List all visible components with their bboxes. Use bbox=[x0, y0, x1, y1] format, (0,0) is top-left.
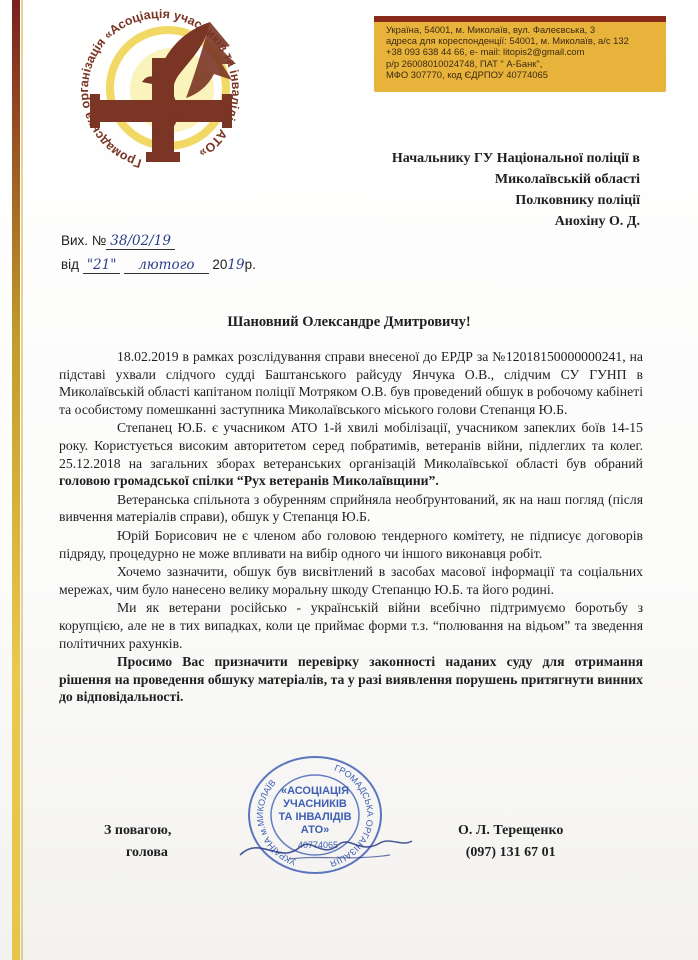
recipient-line: Полковнику поліції bbox=[515, 193, 640, 208]
closing-block bbox=[104, 820, 171, 864]
stamp-center-line: ТА ІНВАЛІДІВ bbox=[278, 811, 352, 823]
recipient-line: Начальнику ГУ Національної поліції в bbox=[391, 151, 640, 166]
logo-ring-text: Громадська організація «Асоціація учасників та інвалідів АТО» bbox=[77, 6, 244, 171]
closing-text: З повагою, bbox=[104, 823, 172, 838]
left-accent-line bbox=[21, 0, 23, 960]
contact-box-top-bar bbox=[374, 16, 666, 22]
stamp-ring-top-text: ГРОМАДСЬКА ОРГАНІЗАЦІЯ bbox=[328, 762, 376, 869]
recipient-block bbox=[392, 148, 640, 232]
recipient-line: Анохіну О. Д. bbox=[554, 214, 640, 229]
left-color-stripe bbox=[12, 0, 20, 960]
outgoing-number-line bbox=[61, 229, 256, 253]
handwritten-year: 19 bbox=[227, 257, 245, 273]
contact-line: +38 093 638 44 66, е- mail: litopis2@gmail.com bbox=[386, 46, 585, 58]
outgoing-number-block bbox=[61, 229, 256, 277]
handwritten-month: лютого bbox=[124, 257, 208, 274]
outgoing-date-line bbox=[61, 253, 256, 277]
body-paragraph: Ми як ветерани російсько - українській війни всебічно підтримуємо боротьбу з корупцією, але не в тих випадках, коли це приймає форми т.з. “полювання на відьом” та зведення політичних рахунків. bbox=[59, 600, 643, 651]
stamp-code: 40774065 bbox=[297, 840, 339, 850]
body-paragraph bbox=[59, 419, 643, 489]
contact-line: МФО 307770, код ЄДРПОУ 40774065 bbox=[386, 68, 548, 80]
letter-body bbox=[59, 348, 643, 707]
signer-phone: (097) 131 67 01 bbox=[465, 845, 556, 860]
number-label: Вих. № bbox=[61, 233, 107, 248]
body-paragraph: Хочемо зазначити, обшук був висвітлений в засобах масової інформації та соціальних мережах, чим було нанесено велику моральну шкоду Степанцю Ю.Б. та його родині. bbox=[59, 564, 643, 597]
stamp-center-line: УЧАСНИКІВ bbox=[283, 798, 347, 810]
salutation: Шановний Олександре Дмитровичу! bbox=[227, 314, 471, 330]
paragraph-bold-text: головою громадської спілки “Рух ветеранів Миколаївщини”. bbox=[59, 473, 439, 489]
handwritten-signature bbox=[230, 825, 420, 875]
date-label: від bbox=[61, 257, 80, 272]
stamp-ring-bottom-text: УКРАЇНА м.МИКОЛАЇВ bbox=[255, 777, 298, 868]
contact-line: Україна, 54001, м. Миколаїв, вул. Фалеєвська, 3 bbox=[386, 24, 596, 35]
paragraph-text: Степанец Ю.Б. є учасником АТО 1-й хвилі мобілізації, учасником запеклих боїв 14-15 року. Користується високим авторитетом серед побратимів, ветеранів війни, підлеглих та колег. 25.12.2018 на загальних зборах ветеранських організацій Миколаївської області був обраний bbox=[59, 420, 643, 471]
contact-info-box bbox=[374, 16, 666, 92]
body-paragraph: 18.02.2019 в рамках розслідування справи внесеної до ЕРДР за №12018150000000241, на підставі ухвали слідчого судді Баштанського райсуду Янчука О.В., слідчим СУ ГУНП в Миколаївській області капітаном поліції Мотряком О.В. був проведений обшук в робочому кабінеті та особистому помешканні заступника Миколаївського міського голови Степанця Ю.Б. bbox=[59, 349, 643, 417]
stamp-center-line: «АСОЦІАЦІЯ bbox=[280, 785, 350, 797]
handwritten-number: 38/02/19 bbox=[106, 233, 175, 250]
stamp-center-line: АТО» bbox=[300, 824, 330, 836]
contact-line: адреса для кореспонденції: 54001, м. Миколаїв, а/с 132 bbox=[386, 35, 629, 47]
signer-block bbox=[458, 820, 563, 864]
handwritten-day: "21" bbox=[83, 257, 121, 274]
organization-logo bbox=[60, 2, 260, 177]
signer-title: голова bbox=[126, 845, 168, 860]
signer-name: О. Л. Терещенко bbox=[458, 823, 564, 838]
date-year-prefix: 20 bbox=[212, 257, 228, 272]
request-paragraph: Просимо Вас призначити перевірку законності наданих суду для отримання рішення на проведення обшуку матеріалів, та у разі виявлення порушень притягнути винних до відповідальності. bbox=[59, 654, 643, 705]
body-paragraph: Ветеранська спільнота з обуренням сприйняла необґрунтований, як на наш погляд (після вивчення матеріалів справи), обшук у Степанця Ю.Б. bbox=[59, 491, 643, 525]
contact-line: р/р 26008010024748, ПАТ " А-Банк", bbox=[386, 57, 543, 69]
date-end: р. bbox=[244, 257, 256, 272]
recipient-line: Миколаївській області bbox=[494, 172, 640, 187]
body-paragraph: Юрій Борисович не є членом або головою тендерного комітету, не підписує договорів підряду, процедурно не може впливати на вибір одного чи іншого виконавця робіт. bbox=[59, 527, 643, 561]
